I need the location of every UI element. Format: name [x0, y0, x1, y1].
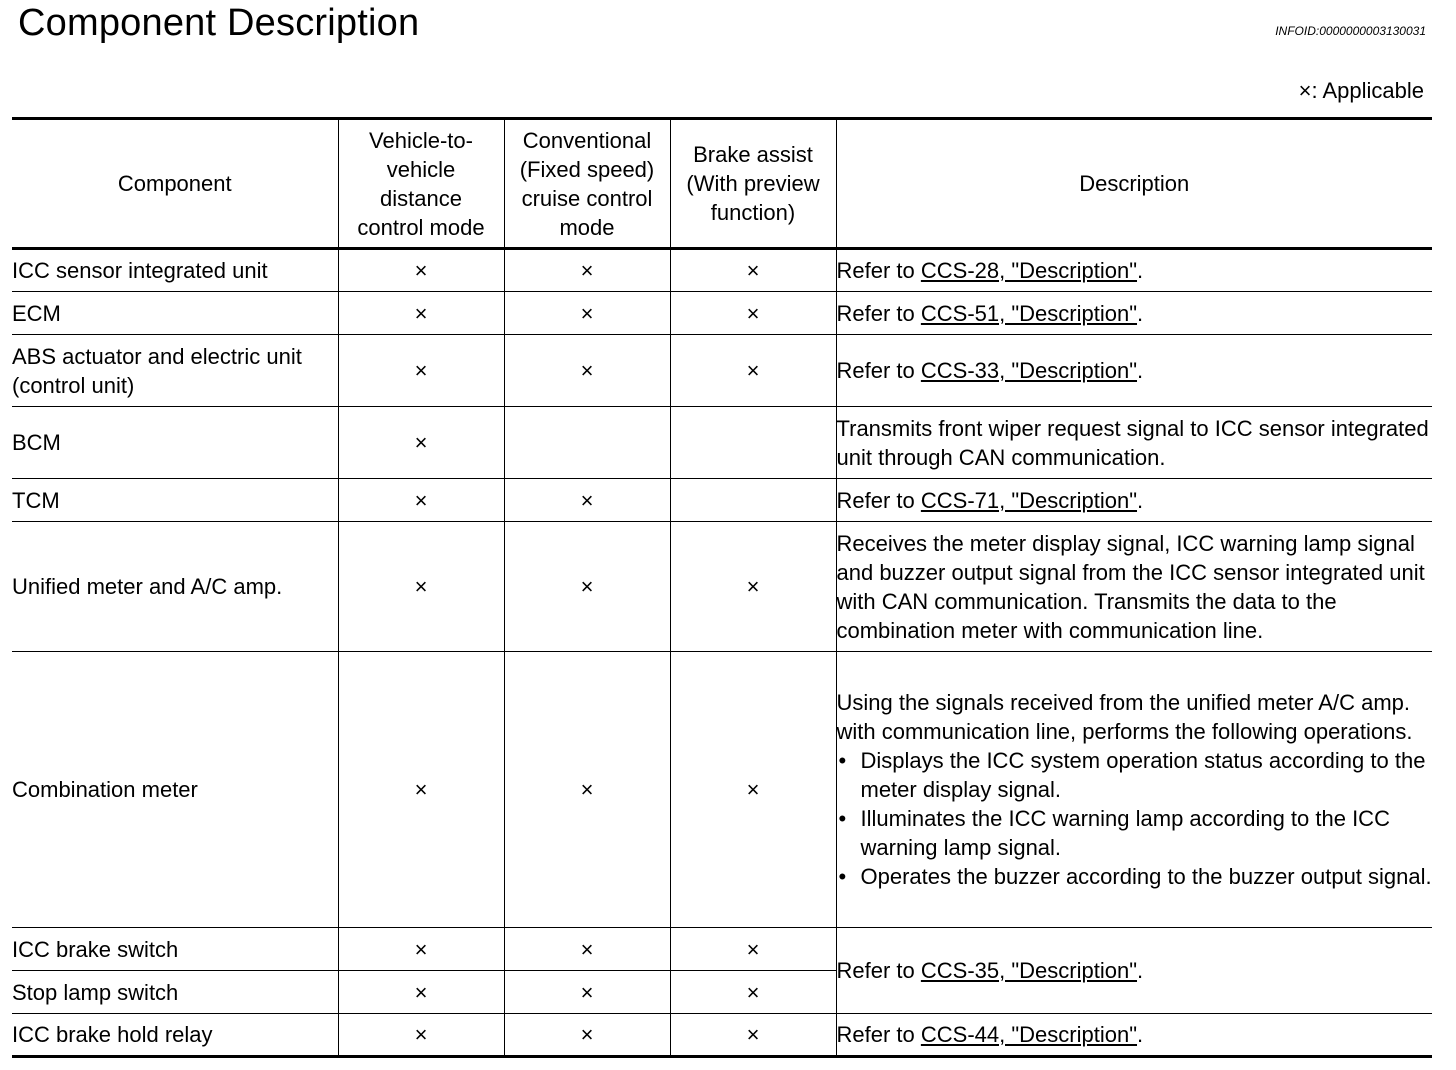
component-name: Stop lamp switch — [12, 971, 338, 1014]
refer-prefix: Refer to — [836, 358, 921, 383]
refer-prefix: Refer to — [836, 300, 921, 326]
col-header-description: Description — [836, 119, 1432, 249]
component-name: Unified meter and A/C amp. — [12, 522, 338, 652]
applicable-mark: × — [670, 1014, 836, 1057]
reference-link[interactable]: CCS-35, "Description" — [920, 958, 1138, 983]
description-cell — [836, 292, 1432, 335]
col-header-distance-mode: Vehicle-to-vehicle distance control mode — [338, 119, 504, 249]
refer-suffix: . — [1137, 958, 1144, 983]
empty-cell — [670, 407, 836, 479]
table-row — [12, 407, 1432, 479]
reference-link[interactable]: CCS-71, "Description" — [920, 487, 1138, 513]
applicable-mark: × — [504, 1014, 670, 1057]
col-header-component: Component — [12, 119, 338, 249]
operation-item: • Displays the ICC system operation status according to the meter display signal. — [837, 746, 1433, 804]
refer-prefix: Refer to — [836, 258, 921, 283]
component-table — [12, 117, 1432, 1058]
table-row — [12, 292, 1432, 335]
applicable-mark: × — [504, 292, 670, 335]
description-cell — [836, 1014, 1432, 1057]
description-cell: Receives the meter display signal, ICC warning lamp signal and buzzer output signal from the ICC sensor integrated unit with CAN communication. Transmits the data to the combination meter with communication line. — [836, 522, 1432, 652]
applicable-legend: ×: Applicable — [1298, 78, 1424, 103]
applicable-mark: × — [670, 249, 836, 292]
applicable-mark: × — [338, 335, 504, 407]
empty-cell — [670, 479, 836, 522]
refer-suffix: . — [1137, 258, 1144, 283]
table-row — [12, 1014, 1432, 1057]
reference-link[interactable]: CCS-44, "Description" — [920, 1022, 1138, 1047]
applicable-mark: × — [670, 292, 836, 335]
applicable-mark: × — [504, 928, 670, 971]
applicable-mark: × — [670, 928, 836, 971]
component-name: ECM — [12, 292, 338, 335]
table-header-row — [12, 119, 1432, 249]
description-cell — [836, 335, 1432, 407]
refer-suffix: . — [1137, 358, 1144, 383]
refer-prefix: Refer to — [836, 487, 921, 513]
reference-link[interactable]: CCS-33, "Description" — [920, 358, 1138, 383]
component-name: ABS actuator and electric unit (control unit) — [12, 335, 338, 407]
component-name: BCM — [12, 407, 338, 479]
component-name: TCM — [12, 479, 338, 522]
reference-link[interactable]: CCS-28, "Description" — [920, 258, 1138, 283]
col-header-brake-assist: Brake assist (With preview function) — [670, 119, 836, 249]
applicable-mark: × — [338, 1014, 504, 1057]
table-row — [12, 479, 1432, 522]
table-row — [12, 928, 1432, 971]
col-header-cruise-mode: Conventional (Fixed speed) cruise control mode — [504, 119, 670, 249]
page-title: Component Description — [18, 2, 420, 44]
component-name: ICC brake hold relay — [12, 1014, 338, 1057]
applicable-mark: × — [504, 522, 670, 652]
operations-list — [837, 746, 1433, 891]
applicable-mark: × — [670, 652, 836, 928]
applicable-mark: × — [670, 522, 836, 652]
applicable-mark: × — [338, 249, 504, 292]
description-cell: Transmits front wiper request signal to ICC sensor integrated unit through CAN communication. — [836, 407, 1432, 479]
reference-link[interactable]: CCS-51, "Description" — [920, 300, 1138, 326]
description-cell — [836, 479, 1432, 522]
applicable-mark: × — [338, 928, 504, 971]
refer-suffix: . — [1137, 300, 1144, 326]
empty-cell — [504, 407, 670, 479]
description-text: Using the signals received from the unified meter A/C amp. with communication line, performs the following operations. — [836, 690, 1413, 744]
refer-prefix: Refer to — [836, 1022, 921, 1047]
applicable-mark: × — [338, 407, 504, 479]
applicable-mark: × — [338, 479, 504, 522]
applicable-mark: × — [504, 335, 670, 407]
table-row — [12, 522, 1432, 652]
applicable-mark: × — [504, 479, 670, 522]
table-row — [12, 335, 1432, 407]
applicable-mark: × — [504, 971, 670, 1014]
component-name: ICC brake switch — [12, 928, 338, 971]
description-cell — [836, 249, 1432, 292]
refer-suffix: . — [1137, 487, 1144, 513]
component-name: Combination meter — [12, 652, 338, 928]
applicable-mark: × — [338, 292, 504, 335]
applicable-mark: × — [504, 652, 670, 928]
table-row — [12, 652, 1432, 928]
operation-item: • Operates the buzzer according to the buzzer output signal. — [837, 862, 1433, 891]
operation-item: • Illuminates the ICC warning lamp according to the ICC warning lamp signal. — [837, 804, 1433, 862]
applicable-mark: × — [338, 971, 504, 1014]
applicable-mark: × — [670, 971, 836, 1014]
applicable-mark: × — [338, 652, 504, 928]
description-cell — [836, 652, 1432, 928]
table-row — [12, 249, 1432, 292]
info-id: INFOID:0000000003130031 — [1275, 24, 1426, 38]
applicable-mark: × — [670, 335, 836, 407]
component-name: ICC sensor integrated unit — [12, 249, 338, 292]
refer-suffix: . — [1137, 1022, 1144, 1047]
refer-prefix: Refer to — [836, 958, 921, 983]
applicable-mark: × — [504, 249, 670, 292]
description-cell — [836, 928, 1432, 1014]
applicable-mark: × — [338, 522, 504, 652]
